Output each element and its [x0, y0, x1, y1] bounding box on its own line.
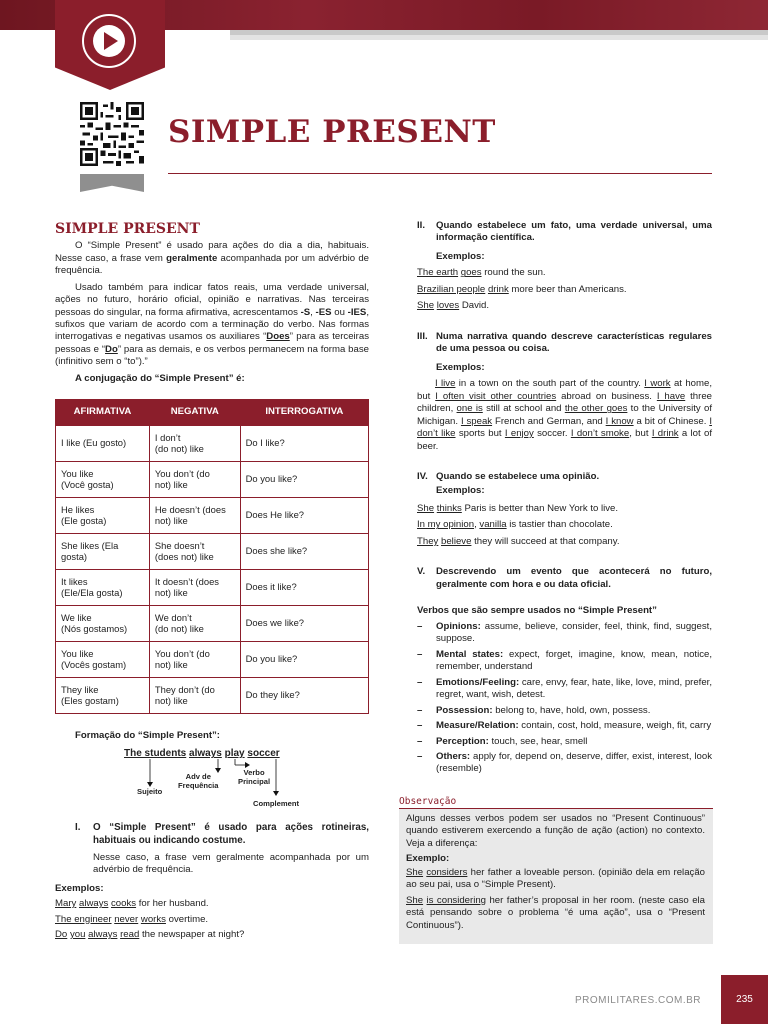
- text-span: overtime.: [165, 913, 209, 925]
- verb-category-label: Possession:: [436, 704, 493, 716]
- cell-afirmativa: We like (Nós gostamos): [56, 605, 150, 641]
- observation-intro: Alguns desses verbos podem ser usados no “Present Continuous” quando estiverem exercendo a função de ação (action) no contexto. Veja a diferença:: [406, 813, 705, 849]
- item-text: Descrevendo um evento que acontecerá no futuro, geralmente com hora e ou data oficial.: [436, 566, 712, 590]
- col-negativa: NEGATIVA: [149, 400, 240, 425]
- left-column: [55, 220, 369, 942]
- text-span: abroad on business.: [556, 390, 657, 402]
- underlined-word: read: [120, 929, 140, 941]
- verbs-title: Verbos que são sempre usados no “Simple Present”: [417, 605, 657, 617]
- examples-title: Exemplos:: [436, 484, 485, 496]
- dash-bullet: –: [417, 751, 423, 762]
- example-line: [417, 519, 712, 531]
- underlined-word: thinks: [436, 502, 462, 514]
- underlined-word: Brazilian people: [417, 283, 486, 295]
- intro-paragraph-2: [55, 282, 369, 369]
- verb-category-text: [436, 720, 712, 732]
- dash-bullet: –: [417, 676, 423, 688]
- page-title: SIMPLE PRESENT: [168, 114, 496, 150]
- underlined-word: believe: [441, 535, 472, 547]
- play-logo-icon: [104, 32, 118, 50]
- item-text: Quando se estabelece uma opinião.: [436, 471, 600, 483]
- cell-interrogativa: Does it like?: [240, 569, 368, 605]
- table-row: [56, 533, 369, 569]
- qr-code-icon[interactable]: [80, 102, 144, 166]
- cell-afirmativa: She likes (Ela gosta): [56, 533, 150, 569]
- label-adverbio: Adv de Frequência: [178, 772, 219, 790]
- underlined-word: never: [114, 913, 139, 925]
- table-body: [56, 425, 369, 713]
- cell-afirmativa: They like (Eles gostam): [56, 677, 150, 713]
- conjugation-table: [55, 399, 369, 713]
- observation-example-1: [406, 867, 705, 892]
- dash-bullet: –: [417, 735, 423, 747]
- verb-category-label: Others:: [436, 751, 471, 762]
- formation-diagram: [55, 746, 369, 812]
- suffix-ies: -IES: [347, 306, 367, 318]
- item-number: I.: [75, 822, 81, 834]
- underlined-word: They: [417, 535, 439, 547]
- text-span: to the University of Michigan.: [417, 403, 712, 427]
- table-row: [56, 461, 369, 497]
- cell-negativa: I don’t (do not) like: [149, 425, 240, 461]
- verb-category-text: [436, 751, 712, 776]
- underlined-word: She: [406, 894, 424, 906]
- section-title: SIMPLE PRESENT: [55, 221, 200, 237]
- table-row: [56, 677, 369, 713]
- example-line: [55, 914, 369, 926]
- verb-category: [417, 621, 712, 646]
- cell-afirmativa: You like (Vocês gostam): [56, 641, 150, 677]
- item-iii-heading: [417, 331, 712, 356]
- text-span: Paris is better than New York to live.: [461, 502, 619, 514]
- text-span: round the sun.: [481, 267, 546, 279]
- observation-example-title: Exemplo:: [406, 853, 450, 865]
- title-divider: [168, 173, 712, 174]
- underlined-word: I drink: [651, 428, 679, 440]
- cell-negativa: You don’t (do not) like: [149, 641, 240, 677]
- text-span: for her husband.: [136, 898, 209, 910]
- suffix-es: -ES: [315, 306, 332, 318]
- verb-category-text: [436, 736, 712, 748]
- label-verbo: Verbo Principal: [238, 768, 271, 786]
- verb-category-label: Measure/Relation:: [436, 720, 519, 732]
- bold-word: geralmente: [166, 252, 218, 264]
- item-number: II.: [417, 220, 425, 231]
- cell-negativa: He doesn’t (does not) like: [149, 497, 240, 533]
- cell-afirmativa: I like (Eu gosto): [56, 425, 150, 461]
- underlined-word: loves: [436, 300, 460, 312]
- cell-interrogativa: Does He like?: [240, 497, 368, 533]
- verb-category-list: touch, see, hear, smell: [488, 735, 588, 747]
- item-number: III.: [417, 330, 428, 342]
- footer-site[interactable]: PROMILITARES.COM.BR: [575, 995, 701, 1006]
- underlined-word: I live: [435, 378, 456, 390]
- underlined-word: considers: [426, 866, 468, 878]
- verb-category-list: expect, forget, imagine, know, mean, notice, remember, understand: [436, 648, 712, 673]
- verb-category: [417, 677, 712, 702]
- observation-box: [399, 808, 713, 944]
- underlined-word: works: [140, 913, 166, 925]
- cell-afirmativa: He likes (Ele gosta): [56, 497, 150, 533]
- underlined-word: I don’t smoke: [570, 428, 630, 440]
- text-span: still at school and: [482, 403, 565, 415]
- item-number: V.: [417, 566, 426, 578]
- dash-bullet: –: [417, 620, 423, 632]
- text-span: a bit of Chinese.: [633, 415, 710, 427]
- table-row: [56, 497, 369, 533]
- verb-category-list: care, envy, fear, hate, like, love, mind, prefer, regret, want, wish, detest.: [436, 676, 713, 701]
- verb-category-label: Mental states:: [436, 648, 504, 660]
- word-complement: soccer: [247, 748, 280, 760]
- cell-interrogativa: Does we like?: [240, 605, 368, 641]
- underlined-word: I often visit other countries: [435, 390, 557, 402]
- dash-bullet: –: [417, 704, 423, 716]
- label-complement: Complement: [253, 799, 299, 809]
- verb-category-label: Emotions/Feeling:: [436, 676, 520, 688]
- suffix-s: -S: [300, 306, 311, 318]
- aux-do: Do: [105, 343, 118, 355]
- word-subject: The students: [124, 748, 187, 760]
- verb-category: [417, 649, 712, 674]
- underlined-word: She: [406, 866, 424, 878]
- aux-does: Does: [266, 331, 290, 343]
- item-i-paragraph: Nesse caso, a frase vem geralmente acompanhada por um advérbio de frequência.: [93, 851, 369, 876]
- text-span: at home, but: [417, 378, 712, 402]
- verb-category-label: Perception:: [436, 735, 489, 747]
- verb-category: [417, 705, 712, 717]
- cell-interrogativa: Do you like?: [240, 641, 368, 677]
- text-span: Usado também para indicar fatos reais, uma verdade universal, ações no futuro, horário oficial, opinião e narrativas. Nas terceiras pessoas do singular, na forma afirmativa, acrescentamos: [55, 281, 369, 318]
- underlined-word: I know: [605, 415, 634, 427]
- table-header-row: [56, 400, 369, 425]
- underlined-word: one is: [456, 403, 483, 415]
- text-span: ,: [474, 519, 480, 531]
- underlined-word: The engineer: [55, 913, 112, 925]
- examples-title: Exemplos:: [55, 882, 104, 894]
- text-span: ” para as terceiras pessoas e “: [55, 331, 370, 355]
- example-line: [417, 536, 712, 548]
- item-text: O “Simple Present” é usado para ações rotineiras, habituais ou indicando costume.: [93, 822, 369, 847]
- example-line: [417, 503, 712, 515]
- item-v-heading: [417, 566, 712, 591]
- table-row: [56, 425, 369, 461]
- cell-interrogativa: Do I like?: [240, 425, 368, 461]
- text-span: her father’s proposal in her room. (neste caso ela está pensando sobre o problema “é uma ação”, usa o “Present Continuous”).: [406, 894, 705, 931]
- underlined-word: drink: [487, 283, 509, 295]
- label-sujeito: Sujeito: [137, 787, 163, 797]
- item-text: Numa narrativa quando descreve características regulares de uma pessoa ou coisa.: [436, 330, 712, 355]
- item-i-heading: [55, 822, 369, 847]
- item-number: IV.: [417, 471, 428, 483]
- text-span: , but: [629, 428, 652, 440]
- verb-category-list: contain, cost, hold, measure, weigh, fit, carry: [518, 720, 712, 732]
- cell-interrogativa: Does she like?: [240, 533, 368, 569]
- verb-category-list: apply for, depend on, deserve, differ, exist, interest, look (resemble): [436, 751, 712, 775]
- underlined-word: the other goes: [564, 403, 628, 415]
- cell-afirmativa: It likes (Ele/Ela gosta): [56, 569, 150, 605]
- underlined-word: you: [69, 929, 86, 941]
- text-span: acompanhada por um advérbio de frequência.: [55, 252, 369, 277]
- table-row: [56, 605, 369, 641]
- text-span: O “Simple Present” é usado para ações do dia a dia, habituais. Nesse caso, a frase vem: [55, 240, 369, 264]
- verb-category: [417, 751, 712, 776]
- underlined-word: vanilla: [479, 519, 507, 531]
- underlined-word: is considering: [426, 894, 486, 906]
- verb-category-list: assume, believe, consider, feel, think, find, suggest, suppose.: [436, 620, 712, 645]
- cell-negativa: It doesn’t (does not) like: [149, 569, 240, 605]
- dash-bullet: –: [417, 648, 423, 660]
- text-span: ou: [331, 306, 348, 318]
- cell-negativa: You don’t (do not) like: [149, 461, 240, 497]
- header-band-shadow: [230, 30, 768, 35]
- example-line: [55, 929, 369, 941]
- item-ii-heading: [417, 220, 712, 245]
- cell-negativa: We don’t (do not) like: [149, 605, 240, 641]
- text-span: three children,: [417, 390, 712, 415]
- example-line: [417, 300, 712, 312]
- text-span: more beer than Americans.: [508, 283, 627, 295]
- underlined-word: I have: [656, 390, 686, 402]
- dash-bullet: –: [417, 720, 423, 732]
- example-line: [417, 267, 712, 279]
- item-text: Quando estabelece um fato, uma verdade universal, uma informação científica.: [436, 220, 712, 244]
- verb-category-label: Opinions:: [436, 620, 481, 632]
- cell-afirmativa: You like (Você gosta): [56, 461, 150, 497]
- underlined-word: always: [88, 929, 118, 941]
- page-number: 235: [736, 994, 753, 1005]
- examples-title: Exemplos:: [436, 361, 485, 373]
- text-span: the newspaper at night?: [139, 929, 245, 941]
- text-span: ” para as demais, e os verbos permanecem na forma base (infinitivo sem o “to”).”: [55, 343, 369, 368]
- verb-category: [417, 720, 712, 732]
- example-line: [417, 284, 712, 296]
- bookmark-ribbon-icon: [80, 174, 144, 192]
- text-span: soccer.: [533, 428, 571, 440]
- underlined-word: always: [79, 898, 109, 910]
- text-span: David.: [459, 300, 490, 312]
- underlined-word: Do: [55, 929, 68, 941]
- text-span: her father a loveable person. (opinião dela em relação ao seu pai, usa o “Simple Present).: [406, 866, 705, 891]
- underlined-word: She: [417, 300, 435, 312]
- underlined-word: I work: [644, 378, 671, 390]
- underlined-word: cooks: [111, 898, 137, 910]
- cell-interrogativa: Do you like?: [240, 461, 368, 497]
- underlined-word: She: [417, 502, 435, 514]
- word-verb: play: [224, 748, 245, 760]
- formation-sentence: [124, 747, 280, 760]
- table-row: [56, 569, 369, 605]
- text-span: in a town on the south part of the country.: [455, 378, 645, 390]
- cell-negativa: They don’t (do not) like: [149, 677, 240, 713]
- text-span: , sufixos que variam de acordo com a terminação do verbo. Nas formas interrogativas e negativas usamos os auxiliares “: [55, 306, 369, 343]
- table-row: [56, 641, 369, 677]
- text-span: ,: [310, 306, 316, 318]
- col-afirmativa: AFIRMATIVA: [56, 400, 150, 425]
- right-column: [417, 220, 712, 776]
- underlined-word: Mary: [55, 898, 77, 910]
- formation-title: Formação do “Simple Present”:: [75, 729, 221, 741]
- verb-category-text: [436, 677, 712, 702]
- underlined-word: In my opinion: [417, 519, 475, 531]
- cell-interrogativa: Do they like?: [240, 677, 368, 713]
- verb-category: [417, 736, 712, 748]
- text-span: is tastier than chocolate.: [506, 519, 613, 531]
- verb-category-list: belong to, have, hold, own, possess.: [492, 704, 651, 716]
- underlined-word: goes: [460, 267, 482, 279]
- col-interrogativa: INTERROGATIVA: [240, 400, 368, 425]
- underlined-word: I don’t like: [417, 415, 712, 440]
- observation-label: Observação: [399, 796, 457, 807]
- observation-example-2: [406, 895, 705, 932]
- verb-category-text: [436, 705, 712, 717]
- conjugation-title: A conjugação do “Simple Present” é:: [75, 372, 245, 384]
- text-span: French and German, and: [492, 415, 606, 427]
- word-adverb: always: [189, 748, 222, 760]
- cell-negativa: She doesn’t (does not) like: [149, 533, 240, 569]
- example-line: [55, 898, 369, 910]
- examples-title: Exemplos:: [436, 250, 485, 262]
- verb-category-text: [436, 621, 712, 646]
- intro-paragraph-1: [55, 240, 369, 277]
- underlined-word: The earth: [417, 267, 459, 279]
- underlined-word: I speak: [460, 415, 493, 427]
- item-iv-heading: [417, 471, 712, 483]
- text-span: they will succeed at that company.: [471, 535, 620, 547]
- narrative-paragraph: [417, 378, 712, 453]
- underlined-word: I enjoy: [504, 428, 534, 440]
- text-span: sports but: [455, 428, 505, 440]
- text-span: a lot of beer.: [417, 428, 712, 452]
- verb-category-text: [436, 649, 712, 674]
- verbs-list: [417, 621, 712, 776]
